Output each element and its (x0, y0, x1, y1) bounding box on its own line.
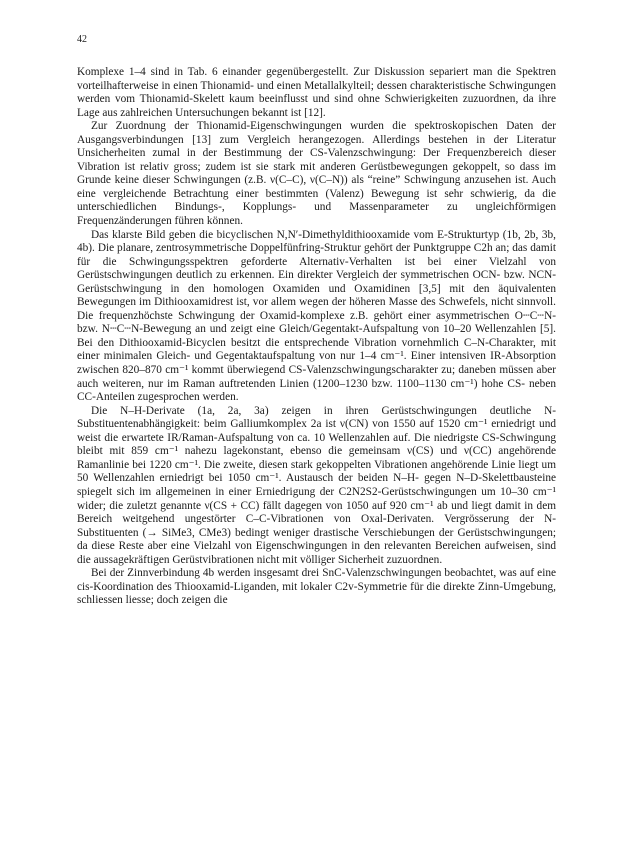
body-text (77, 66, 556, 608)
paragraph: Bei der Zinnverbindung 4b werden insgesamt drei SnC-Valenzschwingungen beobachtet, was auf eine cis-Koordination des Thiooxamid-Liganden, mit lokaler C2v-Symmetrie für die direkte Zinn-Umgebung, schliessen liesse; doch zeigen die (77, 567, 556, 607)
paragraph: Das klarste Bild geben die bicyclischen N,N′-Dimethyldithiooxamide vom E-Strukturtyp (1b, 2b, 3b, 4b). Die planare, zentrosymmetrische Doppelfünfring-Struktur gehört der Punktgruppe C2h an; das damit für die Schwingungsspektren geforderte Alternativ-Verhalten ist bei einer Vielzahl von Gerüstschwingungen deutlich zu erkennen. Ein direkter Vergleich der symmetrischen OCN- bzw. NCN-Gerüstschwingung in den homologen Oxamiden und Oxamidinen [3,5] mit den äquivalenten Bewegungen im Dithiooxamidrest ist, vor allem wegen der höheren Masse des Schwefels, nicht sinnvoll. Die frequenzhöchste Schwingung der Oxamid-komplexe z.B. gehört einer asymmetrischen O┄C┄N- bzw. N┄C┄N-Bewegung an und zeigt eine Gleich/Gegentakt-Aufspaltung von 10–20 Wellenzahlen [5]. Bei den Dithiooxamid-Bicyclen besitzt die entsprechende Vibration vornehmlich C–N-Charakter, mit einer minimalen Gleich- und Gegentaktaufspaltung von nur 1–4 cm⁻¹. Einer intensiven IR-Absorption zwischen 820–870 cm⁻¹ kommt überwiegend CS-Valenzschwingungscharakter zu; daneben müssen aber auch weiteren, nur im Raman auftretenden Linien (1200–1230 bzw. 1100–1130 cm⁻¹) hohe CS- neben CC-Anteilen zugesprochen werden. (77, 228, 556, 404)
paragraph: Zur Zuordnung der Thionamid-Eigenschwingungen wurden die spektroskopischen Daten der Ausgangsverbindungen [13] zum Vergleich herangezogen. Allerdings bestehen in der Literatur Unsicherheiten zumal in der Bestimmung der CS-Valenzschwingung: Der Frequenzbereich dieser Vibration ist relativ gross; zudem ist sie stark mit anderen Gerüstbewegungen gekoppelt, so dass im Grunde keine dieser Schwingungen (z.B. ν(C–C), ν(C–N)) als “reine” Schwingung anzusehen ist. Auch eine vergleichende Betrachtung einer bestimmten (Valenz) Bewegung ist sehr schwierig, da die unterschiedlichen Bindungs-, Kopplungs- und Massenparameter zu ungleichförmigen Frequenzänderungen führen können. (77, 120, 556, 228)
paragraph: Komplexe 1–4 sind in Tab. 6 einander gegenübergestellt. Zur Diskussion separiert man die Spektren vorteilhafterweise in einen Thionamid- und einen Metallalkylteil; dessen charakteristische Schwingungen werden vom Thionamid-Skelett kaum beeinflusst und sind ohne Schwierigkeiten zuzuordnen, da ihre Lage aus zahlreichen Untersuchungen bekannt ist [12]. (77, 66, 556, 119)
paragraph: Die N–H-Derivate (1a, 2a, 3a) zeigen in ihren Gerüstschwingungen deutliche N-Substituentenabhängigkeit: beim Galliumkomplex 2a ist ν(CN) von 1550 auf 1520 cm⁻¹ erniedrigt und weist die erwartete IR/Raman-Aufspaltung von ca. 10 Wellenzahlen auf. Die niedrigste CS-Schwingung bleibt mit 859 cm⁻¹ nahezu lagekonstant, ebenso die gemeinsam ν(CS) und ν(CC) angehörende Ramanlinie bei 1220 cm⁻¹. Die zweite, diesen stark gekoppelten Vibrationen angehörende Linie liegt um 50 Wellenzahlen erniedrigt bei 1050 cm⁻¹. Austausch der beiden N–H- gegen N–D-Skelettbausteine spiegelt sich im allgemeinen in einer Erniedrigung der C2N2S2-Gerüstschwingungen um 10–30 cm⁻¹ wider; die zuletzt genannte ν(CS + CC) fällt dagegen von 1050 auf 920 cm⁻¹ ab und liegt damit in dem Bereich weitgehend ungestörter C–C-Vibrationen von Oxal-Derivaten. Vergrösserung der N-Substituenten (→ SiMe3, CMe3) bedingt weniger drastische Verschiebungen der Gerüstschwingungen; da diese Reste aber eine Vielzahl von Eigenschwingungen in den relevanten Bereichen aufweisen, sind die aussagekräftigen Gerüstvibrationen nicht mit völliger Sicherheit zuzuordnen. (77, 404, 556, 566)
page-number: 42 (77, 34, 87, 45)
